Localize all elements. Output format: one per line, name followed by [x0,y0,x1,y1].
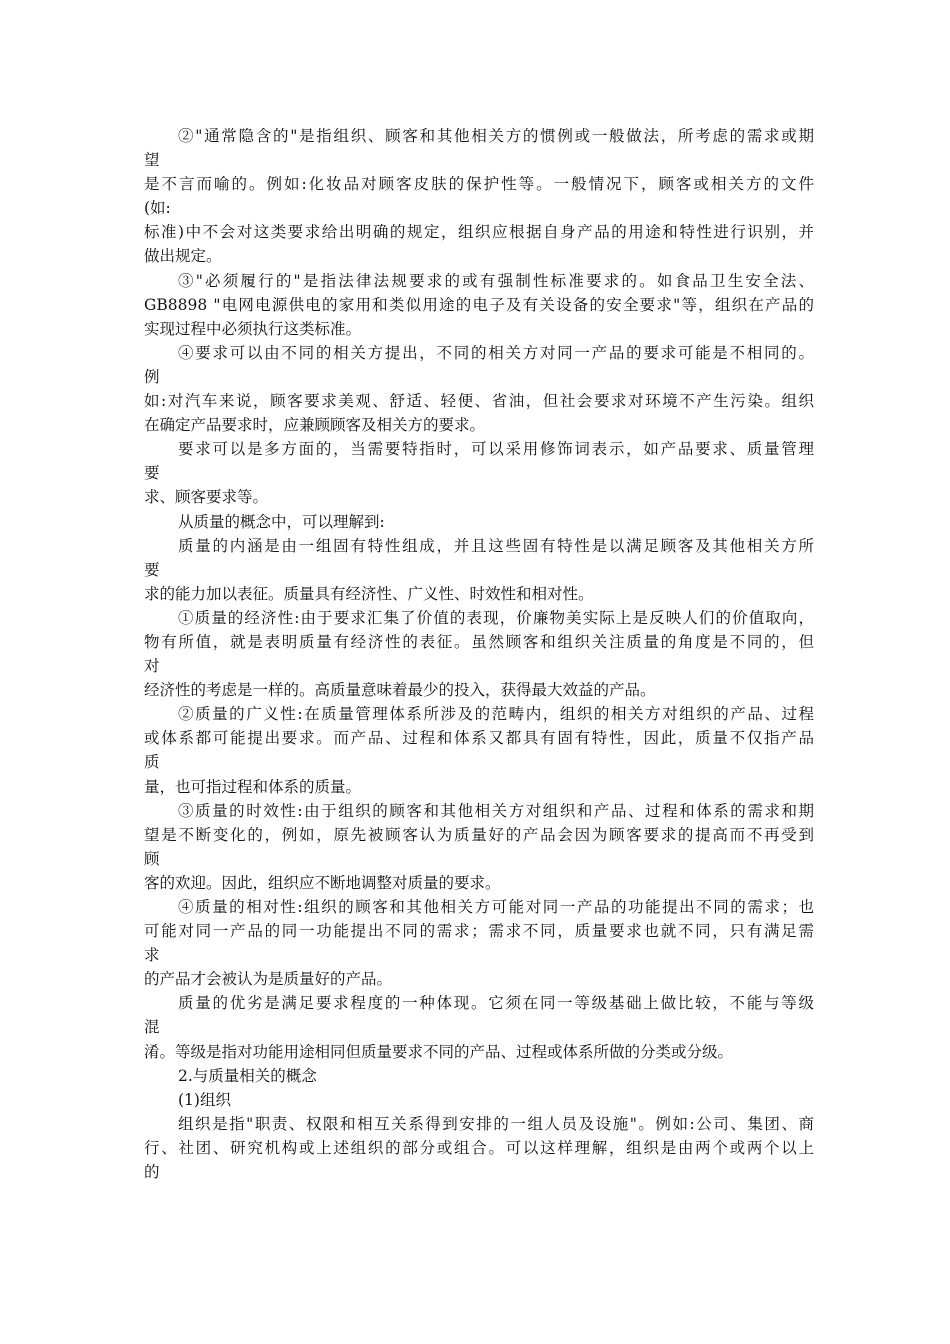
text-line: 要 [144,560,160,579]
text-line: 例 [144,367,160,386]
text-line: 实现过程中必须执行这类标准。 [144,319,362,338]
text-line: 如:对汽车来说，顾客要求美观、舒适、轻便、省油，但社会要求对环境不产生污染。组织 [144,392,814,411]
text-line: 是不言而喻的。例如:化妆品对顾客皮肤的保护性等。一般情况下，顾客或相关方的文件 [144,175,814,194]
text-line: 求、顾客要求等。 [144,488,269,507]
text-line: 对 [144,657,160,676]
document-body [144,124,814,1184]
text-line: 物有所值，就是表明质量有经济性的表征。虽然顾客和组织关注质量的角度是不同的，但 [144,632,814,651]
text-line: 求 [144,946,160,965]
text-line: 质量的内涵是由一组固有特性组成，并且这些固有特性是以满足顾客及其他相关方所 [178,536,814,555]
text-line: 量，也可指过程和体系的质量。 [144,777,362,796]
text-line: GB8898 "电网电源供电的家用和类似用途的电子及有关设备的安全要求"等，组织在产品的 [144,295,814,314]
text-line: 或体系都可能提出要求。而产品、过程和体系又都具有固有特性，因此，质量不仅指产品 [144,729,814,748]
text-line: 在确定产品要求时，应兼顾顾客及相关方的要求。 [144,416,486,435]
text-line: 质量的优劣是满足要求程度的一种体现。它须在同一等级基础上做比较，不能与等级 [178,994,814,1013]
text-line: 从质量的概念中，可以理解到: [178,512,385,531]
text-line: 标准)中不会对这类要求给出明确的规定，组织应根据自身产品的用途和特性进行识别，并 [144,223,814,242]
text-line: 经济性的考虑是一样的。高质量意味着最少的投入，获得最大效益的产品。 [144,681,656,700]
text-line: 混 [144,1018,160,1037]
text-line: 淆。等级是指对功能用途相同但质量要求不同的产品、过程或体系所做的分类或分级。 [144,1042,734,1061]
text-line: (1)组织 [178,1090,231,1109]
text-line: 望 [144,151,160,170]
text-line: ③"必须履行的"是指法律法规要求的或有强制性标准要求的。如食品卫生安全法、 [178,271,814,290]
text-line: 客的欢迎。因此，组织应不断地调整对质量的要求。 [144,873,501,892]
text-line: 望是不断变化的，例如，原先被顾客认为质量好的产品会因为顾客要求的提高而不再受到 [144,825,814,844]
text-line: 的产品才会被认为是质量好的产品。 [144,970,393,989]
text-line: 的 [144,1163,160,1182]
text-line: 要求可以是多方面的，当需要特指时，可以采用修饰词表示，如产品要求、质量管理 [178,440,814,459]
text-line: 2.与质量相关的概念 [178,1066,317,1085]
text-line: ④要求可以由不同的相关方提出，不同的相关方对同一产品的要求可能是不相同的。 [178,343,814,362]
text-line: 质 [144,753,160,772]
text-line: 求的能力加以表征。质量具有经济性、广义性、时效性和相对性。 [144,584,594,603]
text-line: ③质量的时效性:由于组织的顾客和其他相关方对组织和产品、过程和体系的需求和期 [178,801,814,820]
text-line: (如: [144,199,171,218]
text-line: ②质量的广义性:在质量管理体系所涉及的范畴内，组织的相关方对组织的产品、过程 [178,705,814,724]
text-line: 可能对同一产品的同一功能提出不同的需求；需求不同，质量要求也就不同，只有满足需 [144,922,814,941]
text-line: ④质量的相对性:组织的顾客和其他相关方可能对同一产品的功能提出不同的需求；也 [178,898,814,916]
text-line: 要 [144,464,160,483]
text-line: 组织是指"职责、权限和相互关系得到安排的一组人员及设施"。例如:公司、集团、商 [178,1114,814,1133]
text-line: ①质量的经济性:由于要求汇集了价值的表现，价廉物美实际上是反映人们的价值取向， [178,608,814,627]
text-line: ②"通常隐含的"是指组织、顾客和其他相关方的惯例或一般做法，所考虑的需求或期 [178,127,814,145]
text-line: 行、社团、研究机构或上述组织的部分或组合。可以这样理解，组织是由两个或两个以上 [144,1138,814,1157]
text-line: 顾 [144,849,160,868]
text-line: 做出规定。 [144,247,222,266]
